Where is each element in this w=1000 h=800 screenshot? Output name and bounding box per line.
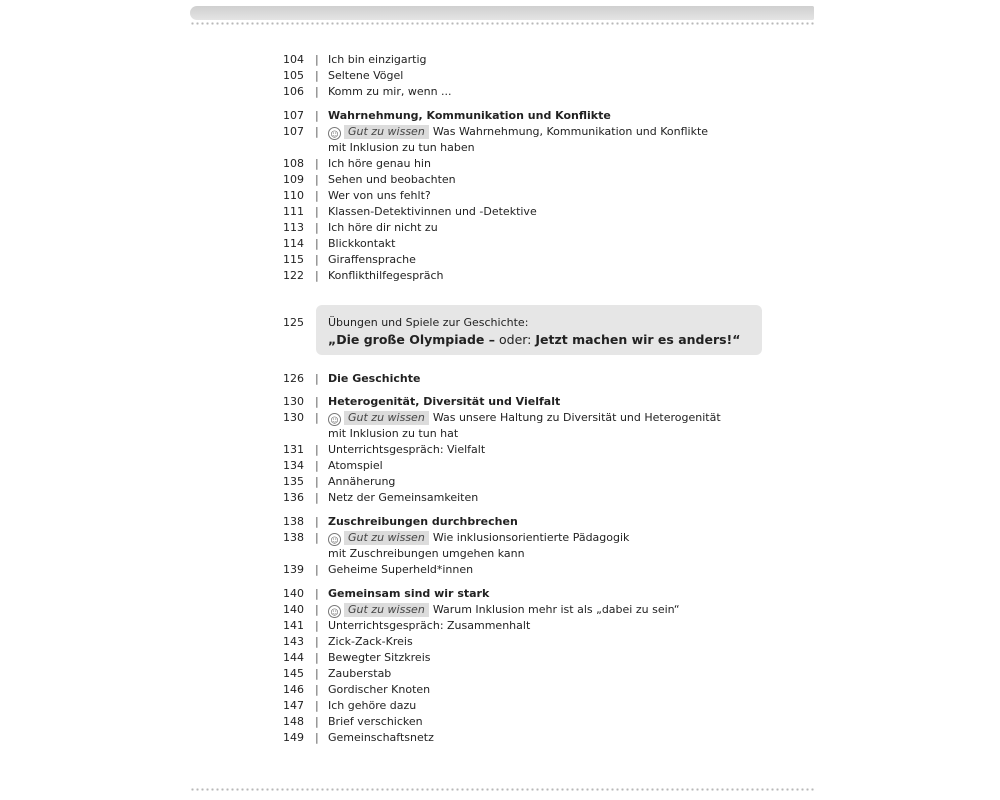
toc-entry[interactable] [282,730,762,746]
page-number: 106 [283,85,304,98]
entry-title: Giraffensprache [328,253,416,266]
entry-title: Komm zu mir, wenn ... [328,85,452,98]
separator: | [315,443,319,456]
page-number: 107 [283,109,304,122]
toc-entry[interactable] [282,714,762,730]
entry-title: Unterrichtsgespräch: Zusammenhalt [328,619,531,632]
toc-entry[interactable] [282,268,762,284]
page-number: 138 [283,531,304,544]
page-number: 147 [283,699,304,712]
page-number: 141 [283,619,304,632]
toc-entry[interactable] [282,252,762,268]
separator: | [315,173,319,186]
separator: | [315,269,319,282]
separator: | [315,189,319,202]
separator: | [315,651,319,664]
page-number: 122 [283,269,304,282]
page-number: 139 [283,563,304,576]
page-number: 135 [283,475,304,488]
separator: | [315,459,319,472]
story-title-part1: „Die große Olympiade – [328,332,496,347]
entry-title: Ich höre dir nicht zu [328,221,438,234]
page-number: 110 [283,189,304,202]
entry-title: Wer von uns fehlt? [328,189,431,202]
face-icon: ☺ [328,605,341,618]
page-number: 148 [283,715,304,728]
page-number: 109 [283,173,304,186]
toc-entry[interactable] [282,618,762,634]
separator: | [315,157,319,170]
toc-entry[interactable] [282,220,762,236]
gut-zu-wissen-tag: Gut zu wissen [344,603,429,617]
page-number: 136 [283,491,304,504]
page-number: 108 [283,157,304,170]
page-number: 144 [283,651,304,664]
toc-entry[interactable] [282,156,762,172]
entry-title: Netz der Gemeinsamkeiten [328,491,479,504]
entry-title: Ich bin einzigartig [328,53,427,66]
toc-entry[interactable] [282,172,762,188]
section-heading-row[interactable] [282,514,762,530]
toc-entry[interactable] [282,124,762,140]
toc-entry[interactable] [282,698,762,714]
toc-entry[interactable] [282,490,762,506]
separator: | [315,683,319,696]
section-heading-row[interactable] [282,394,762,410]
separator: | [315,53,319,66]
story-intro[interactable]: Übungen und Spiele zur Geschichte: [328,316,529,329]
story-page-number: 125 [283,316,304,329]
separator: | [315,109,319,122]
face-icon: ☺ [328,533,341,546]
toc-entry[interactable] [282,634,762,650]
entry-title: Sehen und beobachten [328,173,456,186]
separator: | [315,411,319,424]
entry-title: Zuschreibungen durchbrechen [328,515,518,528]
gut-zu-wissen-tag: Gut zu wissen [344,531,429,545]
separator: | [315,635,319,648]
separator: | [315,69,319,82]
separator: | [315,491,319,504]
separator: | [315,667,319,680]
toc-entry[interactable] [282,474,762,490]
toc-entry[interactable] [282,666,762,682]
entry-title: Ich gehöre dazu [328,699,417,712]
entry-title-continuation: mit Inklusion zu tun hat [328,427,459,440]
gut-zu-wissen-tag: Gut zu wissen [344,411,429,425]
section-heading-row[interactable] [282,371,762,387]
story-title-or: oder: [495,332,536,347]
entry-title: Geheime Superheld*innen [328,563,474,576]
entry-title: Atomspiel [328,459,383,472]
page-number: 138 [283,515,304,528]
entry-title: Ich höre genau hin [328,157,431,170]
toc-entry[interactable] [282,602,762,618]
entry-title: Klassen-Detektivinnen und -Detektive [328,205,537,218]
page-number: 114 [283,237,304,250]
entry-title [328,124,708,140]
entry-title: Zick-Zack-Kreis [328,635,413,648]
separator: | [315,205,319,218]
entry-title: Blickkontakt [328,237,396,250]
page-number: 107 [283,125,304,138]
toc-entry[interactable] [282,650,762,666]
page-number: 140 [283,587,304,600]
entry-title-text: Warum Inklusion mehr ist als „dabei zu sein“ [432,603,680,616]
entry-title-text: Was Wahrnehmung, Kommunikation und Konflikte [432,125,709,138]
separator: | [315,531,319,544]
toc-entry[interactable] [282,52,762,68]
page-number: 115 [283,253,304,266]
face-icon: ☺ [328,413,341,426]
story-title-part2: Jetzt machen wir es anders!“ [535,332,741,347]
separator: | [315,619,319,632]
page-number: 104 [283,53,304,66]
separator: | [315,372,319,385]
separator: | [315,563,319,576]
page-number: 130 [283,395,304,408]
section-heading-row[interactable] [282,586,762,602]
page-number: 140 [283,603,304,616]
toc-entry[interactable] [282,530,762,546]
separator: | [315,587,319,600]
page-number: 111 [283,205,304,218]
toc-entry[interactable] [282,682,762,698]
entry-title [328,530,629,546]
entry-title-text: Wie inklusionsorientierte Pädagogik [432,531,630,544]
entry-title-continuation: mit Inklusion zu tun haben [328,141,475,154]
entry-title: Heterogenität, Diversität und Vielfalt [328,395,561,408]
toc-entry[interactable] [282,204,762,220]
entry-title [328,410,721,426]
entry-title: Zauberstab [328,667,392,680]
separator: | [315,715,319,728]
toc-entry[interactable] [282,188,762,204]
separator: | [315,475,319,488]
entry-title: Gemeinschaftsnetz [328,731,434,744]
entry-title: Wahrnehmung, Kommunikation und Konflikte [328,109,611,122]
page-number: 113 [283,221,304,234]
separator: | [315,515,319,528]
gut-zu-wissen-tag: Gut zu wissen [344,125,429,139]
entry-title: Die Geschichte [328,372,421,385]
page-number: 134 [283,459,304,472]
separator: | [315,395,319,408]
section-heading-row[interactable] [282,108,762,124]
entry-title: Gemeinsam sind wir stark [328,587,490,600]
page-number: 146 [283,683,304,696]
toc-entry[interactable] [282,562,762,578]
entry-title: Konflikthilfegespräch [328,269,444,282]
separator: | [315,85,319,98]
story-title[interactable] [328,331,740,349]
entry-title-continuation: mit Zuschreibungen umgehen kann [328,547,525,560]
entry-title: Bewegter Sitzkreis [328,651,431,664]
separator: | [315,237,319,250]
separator: | [315,603,319,616]
entry-title: Annäherung [328,475,396,488]
toc-entry[interactable] [282,236,762,252]
separator: | [315,699,319,712]
toc-entry[interactable] [282,458,762,474]
separator: | [315,125,319,138]
toc-entry[interactable] [282,84,762,100]
entry-title: Seltene Vögel [328,69,404,82]
toc-entry[interactable] [282,442,762,458]
page-number: 131 [283,443,304,456]
entry-title-text: Was unsere Haltung zu Diversität und Heterogenität [432,411,721,424]
page-number: 105 [283,69,304,82]
separator: | [315,731,319,744]
bottom-dotted-divider [190,788,814,791]
toc-entry[interactable] [282,68,762,84]
page-number: 145 [283,667,304,680]
toc-entry[interactable] [282,410,762,426]
entry-title: Gordischer Knoten [328,683,431,696]
page-number: 149 [283,731,304,744]
page-number: 130 [283,411,304,424]
entry-title: Unterrichtsgespräch: Vielfalt [328,443,486,456]
separator: | [315,221,319,234]
entry-title [328,602,680,618]
face-icon: ☺ [328,127,341,140]
page-number: 143 [283,635,304,648]
separator: | [315,253,319,266]
page-number: 126 [283,372,304,385]
entry-title: Brief verschicken [328,715,423,728]
